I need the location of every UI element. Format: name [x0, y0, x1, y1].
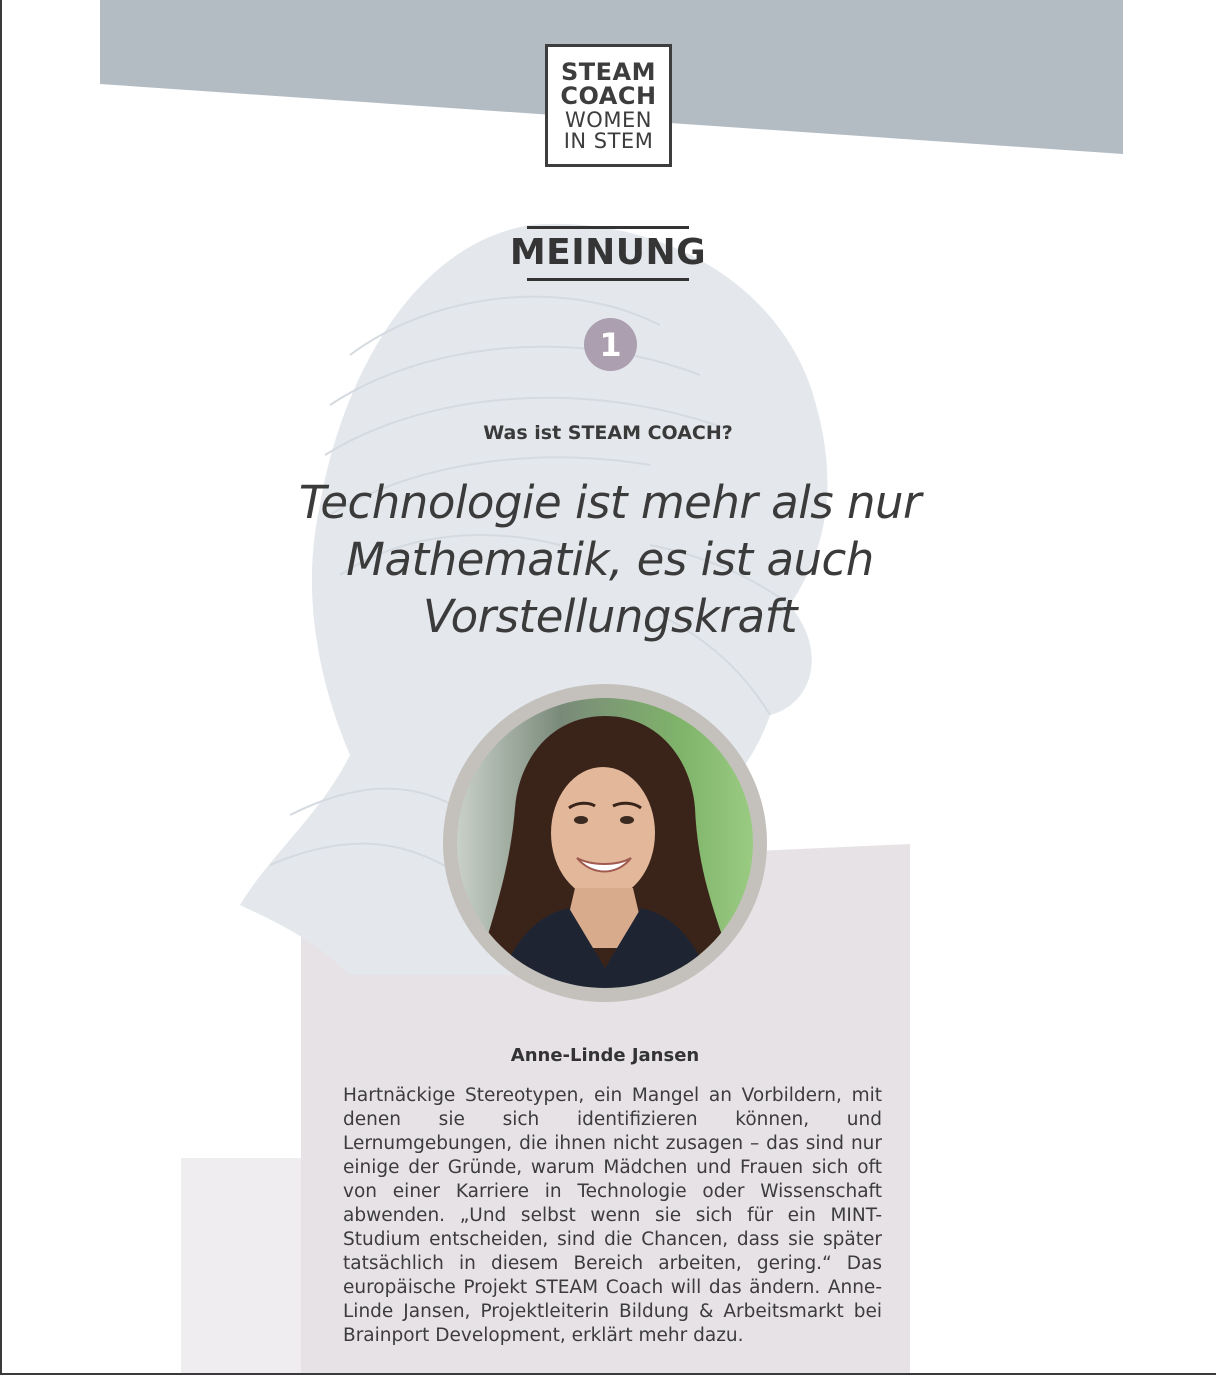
section-number-badge: 1	[584, 318, 637, 371]
heading-rule-top	[527, 226, 689, 229]
person-photo	[457, 698, 753, 988]
intro-paragraph: Hartnäckige Stereotypen, ein Mangel an Vorbildern, mit denen sie sich identifizieren können, und Lernumgebungen, die ihnen nicht zusagen – das sind nur einige der Gründe, warum Mädchen und Frauen sich oft von einer Karriere in Technologie oder Wissenschaft abwenden. „Und selbst wenn sie sich für ein MINT-Studium entscheiden, sind die Chancen, dass sie später tatsächlich in diesem Bereich arbeiten, gering.“ Das europäische Projekt STEAM Coach will das ändern. Anne-Linde Jansen, Projektleiterin Bildung & Arbeitsmarkt bei Brainport Development, erklärt mehr dazu.	[343, 1085, 882, 1346]
section-heading	[0, 226, 1216, 281]
section-title: MEINUNG	[509, 232, 707, 273]
question-heading: Was ist STEAM COACH?	[483, 422, 733, 444]
quote-line-3: Vorstellungskraft	[422, 590, 798, 643]
pull-quote	[250, 474, 970, 645]
logo-line-3: WOMEN	[565, 107, 652, 132]
heading-rule-bottom	[527, 278, 689, 281]
quote-line-2: Mathematik, es ist auch	[346, 533, 874, 586]
person-name: Anne-Linde Jansen	[510, 1045, 700, 1066]
logo-line-4: IN STEM	[563, 128, 654, 153]
quote-line-1: Technologie ist mehr als nur	[298, 476, 922, 529]
steam-coach-logo	[545, 44, 672, 167]
page-frame-left	[0, 0, 2, 1375]
logo-line-2: COACH	[560, 81, 657, 110]
light-gray-panel	[181, 1158, 301, 1375]
logo-line-1: STEAM	[560, 57, 656, 86]
